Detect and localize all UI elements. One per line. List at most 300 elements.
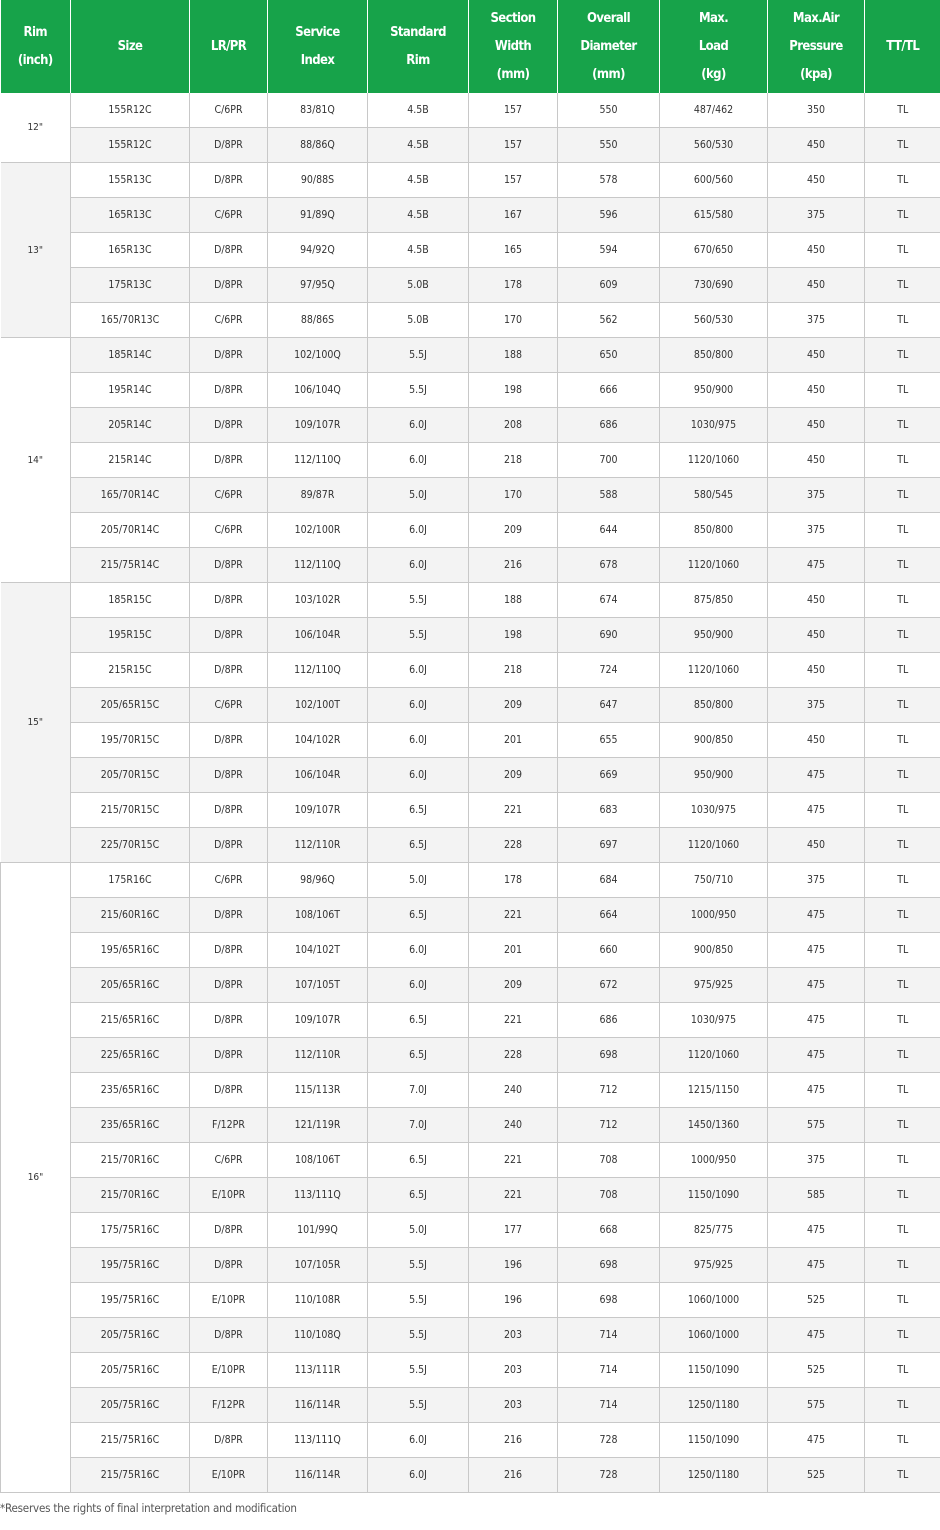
- cell-section-width: 203: [469, 1353, 558, 1388]
- cell-max-air-pressure: 475: [768, 1038, 865, 1073]
- table-row: [1, 1458, 940, 1493]
- cell-lr-pr: D/8PR: [190, 653, 268, 688]
- cell-service-index: 106/104Q: [268, 373, 368, 408]
- header-lr-pr: [190, 0, 268, 93]
- table-row: [1, 1178, 940, 1213]
- cell-lr-pr: D/8PR: [190, 758, 268, 793]
- cell-section-width: 157: [469, 128, 558, 163]
- header-standard-rim-line: Standard: [390, 24, 446, 40]
- cell-standard-rim: 5.5J: [368, 1318, 469, 1353]
- cell-lr-pr: F/12PR: [190, 1108, 268, 1143]
- cell-size: 175/75R16C: [71, 1213, 190, 1248]
- rim-cell: 12": [1, 93, 71, 163]
- cell-tt-tl: TL: [865, 898, 940, 933]
- cell-service-index: 112/110R: [268, 1038, 368, 1073]
- cell-max-load: 730/690: [660, 268, 768, 303]
- cell-overall-diameter: 588: [558, 478, 660, 513]
- header-rim-line: Rim: [23, 24, 47, 40]
- cell-overall-diameter: 724: [558, 653, 660, 688]
- cell-max-load: 1000/950: [660, 1143, 768, 1178]
- cell-tt-tl: TL: [865, 128, 940, 163]
- header-max-load-line: Load: [698, 38, 729, 54]
- cell-overall-diameter: 550: [558, 93, 660, 128]
- cell-section-width: 209: [469, 513, 558, 548]
- cell-tt-tl: TL: [865, 373, 940, 408]
- cell-standard-rim: 6.0J: [368, 443, 469, 478]
- cell-section-width: 201: [469, 933, 558, 968]
- cell-lr-pr: E/10PR: [190, 1353, 268, 1388]
- cell-overall-diameter: 664: [558, 898, 660, 933]
- cell-max-air-pressure: 375: [768, 1143, 865, 1178]
- cell-tt-tl: TL: [865, 1003, 940, 1038]
- table-row: [1, 1283, 940, 1318]
- cell-lr-pr: D/8PR: [190, 828, 268, 863]
- header-max-load-line: Max.: [698, 10, 729, 26]
- header-service-index: [268, 0, 368, 93]
- cell-section-width: 157: [469, 163, 558, 198]
- cell-size: 205R14C: [71, 408, 190, 443]
- cell-service-index: 116/114R: [268, 1388, 368, 1423]
- cell-max-load: 1120/1060: [660, 828, 768, 863]
- cell-standard-rim: 6.5J: [368, 828, 469, 863]
- cell-tt-tl: TL: [865, 1143, 940, 1178]
- cell-standard-rim: 6.0J: [368, 968, 469, 1003]
- cell-size: 235/65R16C: [71, 1073, 190, 1108]
- cell-service-index: 83/81Q: [268, 93, 368, 128]
- cell-max-load: 600/560: [660, 163, 768, 198]
- cell-section-width: 203: [469, 1318, 558, 1353]
- cell-size: 215/70R15C: [71, 793, 190, 828]
- table-row: [1, 1213, 940, 1248]
- cell-lr-pr: D/8PR: [190, 128, 268, 163]
- cell-size: 195R14C: [71, 373, 190, 408]
- cell-size: 205/75R16C: [71, 1318, 190, 1353]
- cell-service-index: 98/96Q: [268, 863, 368, 898]
- cell-max-air-pressure: 475: [768, 1003, 865, 1038]
- cell-max-load: 1250/1180: [660, 1388, 768, 1423]
- cell-standard-rim: 6.5J: [368, 1003, 469, 1038]
- cell-size: 165R13C: [71, 198, 190, 233]
- cell-size: 205/70R15C: [71, 758, 190, 793]
- cell-service-index: 109/107R: [268, 793, 368, 828]
- cell-standard-rim: 5.0J: [368, 863, 469, 898]
- cell-max-air-pressure: 450: [768, 163, 865, 198]
- cell-max-load: 1150/1090: [660, 1178, 768, 1213]
- cell-lr-pr: F/12PR: [190, 1388, 268, 1423]
- cell-service-index: 109/107R: [268, 408, 368, 443]
- cell-overall-diameter: 697: [558, 828, 660, 863]
- cell-size: 165/70R13C: [71, 303, 190, 338]
- cell-overall-diameter: 698: [558, 1038, 660, 1073]
- cell-max-air-pressure: 525: [768, 1353, 865, 1388]
- cell-size: 195/65R16C: [71, 933, 190, 968]
- cell-tt-tl: TL: [865, 513, 940, 548]
- cell-section-width: 198: [469, 373, 558, 408]
- cell-standard-rim: 6.0J: [368, 933, 469, 968]
- cell-lr-pr: C/6PR: [190, 93, 268, 128]
- cell-overall-diameter: 698: [558, 1248, 660, 1283]
- header-service-index-line: Index: [300, 52, 335, 68]
- cell-lr-pr: C/6PR: [190, 478, 268, 513]
- cell-standard-rim: 6.5J: [368, 1038, 469, 1073]
- table-row: [1, 688, 940, 723]
- cell-section-width: 218: [469, 443, 558, 478]
- cell-section-width: 216: [469, 1423, 558, 1458]
- cell-service-index: 104/102R: [268, 723, 368, 758]
- cell-lr-pr: E/10PR: [190, 1458, 268, 1493]
- cell-lr-pr: C/6PR: [190, 303, 268, 338]
- cell-lr-pr: C/6PR: [190, 198, 268, 233]
- cell-tt-tl: TL: [865, 443, 940, 478]
- cell-size: 215/75R16C: [71, 1458, 190, 1493]
- cell-section-width: 198: [469, 618, 558, 653]
- cell-max-load: 1150/1090: [660, 1423, 768, 1458]
- cell-overall-diameter: 578: [558, 163, 660, 198]
- cell-service-index: 88/86S: [268, 303, 368, 338]
- cell-tt-tl: TL: [865, 1178, 940, 1213]
- cell-section-width: 170: [469, 303, 558, 338]
- cell-overall-diameter: 669: [558, 758, 660, 793]
- header-rim: [1, 0, 71, 93]
- cell-max-air-pressure: 475: [768, 1423, 865, 1458]
- cell-size: 235/65R16C: [71, 1108, 190, 1143]
- cell-size: 155R12C: [71, 128, 190, 163]
- cell-overall-diameter: 550: [558, 128, 660, 163]
- cell-tt-tl: TL: [865, 233, 940, 268]
- cell-tt-tl: TL: [865, 968, 940, 1003]
- cell-lr-pr: D/8PR: [190, 583, 268, 618]
- header-lr-pr-line: LR/PR: [210, 38, 247, 54]
- cell-section-width: 177: [469, 1213, 558, 1248]
- cell-tt-tl: TL: [865, 93, 940, 128]
- cell-max-air-pressure: 475: [768, 793, 865, 828]
- cell-overall-diameter: 660: [558, 933, 660, 968]
- cell-section-width: 178: [469, 268, 558, 303]
- cell-size: 155R12C: [71, 93, 190, 128]
- cell-service-index: 88/86Q: [268, 128, 368, 163]
- rim-cell: 15": [1, 583, 71, 863]
- cell-lr-pr: D/8PR: [190, 268, 268, 303]
- cell-overall-diameter: 700: [558, 443, 660, 478]
- cell-service-index: 89/87R: [268, 478, 368, 513]
- cell-service-index: 101/99Q: [268, 1213, 368, 1248]
- cell-lr-pr: D/8PR: [190, 233, 268, 268]
- cell-standard-rim: 4.5B: [368, 93, 469, 128]
- cell-service-index: 94/92Q: [268, 233, 368, 268]
- header-tt-tl-line: TT/TL: [886, 38, 920, 54]
- cell-section-width: 221: [469, 1143, 558, 1178]
- cell-size: 185R15C: [71, 583, 190, 618]
- cell-max-air-pressure: 575: [768, 1388, 865, 1423]
- table-row: [1, 1143, 940, 1178]
- cell-tt-tl: TL: [865, 863, 940, 898]
- cell-overall-diameter: 672: [558, 968, 660, 1003]
- cell-service-index: 108/106T: [268, 898, 368, 933]
- cell-max-load: 487/462: [660, 93, 768, 128]
- cell-lr-pr: D/8PR: [190, 338, 268, 373]
- cell-section-width: 165: [469, 233, 558, 268]
- cell-max-air-pressure: 375: [768, 303, 865, 338]
- cell-max-air-pressure: 475: [768, 1213, 865, 1248]
- cell-size: 165/70R14C: [71, 478, 190, 513]
- cell-service-index: 121/119R: [268, 1108, 368, 1143]
- cell-size: 215R14C: [71, 443, 190, 478]
- cell-lr-pr: E/10PR: [190, 1178, 268, 1213]
- cell-service-index: 97/95Q: [268, 268, 368, 303]
- cell-tt-tl: TL: [865, 1108, 940, 1143]
- table-row: [1, 933, 940, 968]
- cell-service-index: 116/114R: [268, 1458, 368, 1493]
- cell-lr-pr: D/8PR: [190, 968, 268, 1003]
- cell-tt-tl: TL: [865, 653, 940, 688]
- table-row: [1, 1003, 940, 1038]
- cell-overall-diameter: 666: [558, 373, 660, 408]
- cell-service-index: 112/110R: [268, 828, 368, 863]
- cell-size: 175R13C: [71, 268, 190, 303]
- cell-overall-diameter: 668: [558, 1213, 660, 1248]
- cell-tt-tl: TL: [865, 1458, 940, 1493]
- table-row: [1, 1248, 940, 1283]
- cell-lr-pr: C/6PR: [190, 1143, 268, 1178]
- cell-section-width: 221: [469, 793, 558, 828]
- cell-lr-pr: D/8PR: [190, 898, 268, 933]
- cell-lr-pr: E/10PR: [190, 1283, 268, 1318]
- cell-tt-tl: TL: [865, 828, 940, 863]
- cell-standard-rim: 6.0J: [368, 408, 469, 443]
- cell-lr-pr: D/8PR: [190, 1318, 268, 1353]
- cell-max-air-pressure: 375: [768, 513, 865, 548]
- cell-max-air-pressure: 475: [768, 968, 865, 1003]
- cell-standard-rim: 6.0J: [368, 513, 469, 548]
- cell-standard-rim: 5.5J: [368, 618, 469, 653]
- cell-size: 215R15C: [71, 653, 190, 688]
- cell-tt-tl: TL: [865, 1038, 940, 1073]
- cell-service-index: 102/100R: [268, 513, 368, 548]
- cell-standard-rim: 6.0J: [368, 548, 469, 583]
- cell-max-air-pressure: 475: [768, 898, 865, 933]
- header-size-line: Size: [117, 38, 143, 54]
- table-body: [1, 93, 940, 1493]
- cell-service-index: 110/108Q: [268, 1318, 368, 1353]
- cell-max-load: 1030/975: [660, 408, 768, 443]
- cell-standard-rim: 5.5J: [368, 338, 469, 373]
- cell-max-air-pressure: 475: [768, 548, 865, 583]
- cell-section-width: 209: [469, 758, 558, 793]
- table-row: [1, 723, 940, 758]
- cell-lr-pr: D/8PR: [190, 723, 268, 758]
- cell-standard-rim: 5.0B: [368, 268, 469, 303]
- cell-standard-rim: 5.5J: [368, 1353, 469, 1388]
- cell-overall-diameter: 714: [558, 1353, 660, 1388]
- header-size: [71, 0, 190, 93]
- rim-cell: 14": [1, 338, 71, 583]
- footnote: *Reserves the rights of final interpretation and modification: [0, 1501, 297, 1515]
- cell-standard-rim: 5.5J: [368, 1248, 469, 1283]
- cell-standard-rim: 6.0J: [368, 1423, 469, 1458]
- cell-standard-rim: 4.5B: [368, 233, 469, 268]
- cell-max-air-pressure: 575: [768, 1108, 865, 1143]
- cell-max-load: 975/925: [660, 1248, 768, 1283]
- cell-standard-rim: 5.0J: [368, 1213, 469, 1248]
- cell-size: 205/65R16C: [71, 968, 190, 1003]
- cell-size: 215/70R16C: [71, 1143, 190, 1178]
- cell-standard-rim: 6.0J: [368, 688, 469, 723]
- cell-max-load: 975/925: [660, 968, 768, 1003]
- cell-max-load: 615/580: [660, 198, 768, 233]
- table-row: [1, 1073, 940, 1108]
- cell-overall-diameter: 728: [558, 1423, 660, 1458]
- header-overall-diameter-line: (mm): [592, 66, 625, 82]
- cell-section-width: 221: [469, 1178, 558, 1213]
- cell-max-load: 560/530: [660, 303, 768, 338]
- cell-tt-tl: TL: [865, 758, 940, 793]
- cell-section-width: 188: [469, 338, 558, 373]
- table-row: [1, 548, 940, 583]
- cell-max-air-pressure: 450: [768, 618, 865, 653]
- cell-overall-diameter: 714: [558, 1318, 660, 1353]
- cell-lr-pr: C/6PR: [190, 688, 268, 723]
- cell-max-air-pressure: 450: [768, 128, 865, 163]
- cell-max-air-pressure: 450: [768, 338, 865, 373]
- cell-max-load: 1120/1060: [660, 653, 768, 688]
- cell-standard-rim: 5.0B: [368, 303, 469, 338]
- cell-overall-diameter: 683: [558, 793, 660, 828]
- cell-max-load: 825/775: [660, 1213, 768, 1248]
- header-max-air-pressure-line: Max.Air: [792, 10, 840, 26]
- cell-max-load: 1120/1060: [660, 443, 768, 478]
- cell-tt-tl: TL: [865, 548, 940, 583]
- table-row: [1, 163, 940, 198]
- cell-max-load: 1030/975: [660, 1003, 768, 1038]
- cell-max-load: 560/530: [660, 128, 768, 163]
- cell-size: 215/70R16C: [71, 1178, 190, 1213]
- cell-max-load: 750/710: [660, 863, 768, 898]
- cell-lr-pr: D/8PR: [190, 1248, 268, 1283]
- table-row: [1, 1353, 940, 1388]
- table-header: [1, 0, 940, 93]
- cell-max-load: 900/850: [660, 723, 768, 758]
- cell-max-air-pressure: 375: [768, 688, 865, 723]
- cell-overall-diameter: 698: [558, 1283, 660, 1318]
- cell-tt-tl: TL: [865, 933, 940, 968]
- cell-overall-diameter: 562: [558, 303, 660, 338]
- cell-service-index: 112/110Q: [268, 443, 368, 478]
- table-row: [1, 303, 940, 338]
- cell-size: 165R13C: [71, 233, 190, 268]
- cell-service-index: 102/100T: [268, 688, 368, 723]
- cell-max-load: 875/850: [660, 583, 768, 618]
- cell-service-index: 113/111Q: [268, 1423, 368, 1458]
- table-row: [1, 1423, 940, 1458]
- cell-max-load: 900/850: [660, 933, 768, 968]
- cell-max-load: 1250/1180: [660, 1458, 768, 1493]
- table-row: [1, 198, 940, 233]
- cell-max-air-pressure: 475: [768, 1248, 865, 1283]
- cell-section-width: 201: [469, 723, 558, 758]
- table-row: [1, 758, 940, 793]
- cell-max-air-pressure: 450: [768, 408, 865, 443]
- cell-max-load: 1000/950: [660, 898, 768, 933]
- cell-service-index: 112/110Q: [268, 653, 368, 688]
- cell-standard-rim: 5.0J: [368, 478, 469, 513]
- cell-max-air-pressure: 475: [768, 1318, 865, 1353]
- cell-overall-diameter: 596: [558, 198, 660, 233]
- rim-cell: 13": [1, 163, 71, 338]
- table-row: [1, 1388, 940, 1423]
- cell-service-index: 113/111R: [268, 1353, 368, 1388]
- cell-max-load: 1120/1060: [660, 548, 768, 583]
- cell-size: 205/70R14C: [71, 513, 190, 548]
- table-row: [1, 443, 940, 478]
- cell-size: 195/75R16C: [71, 1283, 190, 1318]
- cell-max-air-pressure: 450: [768, 828, 865, 863]
- cell-tt-tl: TL: [865, 723, 940, 758]
- cell-standard-rim: 7.0J: [368, 1108, 469, 1143]
- cell-size: 155R13C: [71, 163, 190, 198]
- cell-max-air-pressure: 450: [768, 723, 865, 758]
- cell-overall-diameter: 644: [558, 513, 660, 548]
- table-row: [1, 653, 940, 688]
- cell-max-air-pressure: 450: [768, 653, 865, 688]
- cell-section-width: 203: [469, 1388, 558, 1423]
- cell-max-air-pressure: 525: [768, 1458, 865, 1493]
- cell-lr-pr: D/8PR: [190, 1003, 268, 1038]
- cell-max-air-pressure: 525: [768, 1283, 865, 1318]
- table-row: [1, 93, 940, 128]
- cell-lr-pr: D/8PR: [190, 163, 268, 198]
- cell-tt-tl: TL: [865, 1423, 940, 1458]
- cell-tt-tl: TL: [865, 1388, 940, 1423]
- cell-standard-rim: 4.5B: [368, 198, 469, 233]
- cell-max-load: 1060/1000: [660, 1318, 768, 1353]
- cell-lr-pr: D/8PR: [190, 933, 268, 968]
- cell-size: 195/75R16C: [71, 1248, 190, 1283]
- table-row: [1, 793, 940, 828]
- cell-tt-tl: TL: [865, 1213, 940, 1248]
- cell-standard-rim: 7.0J: [368, 1073, 469, 1108]
- cell-tt-tl: TL: [865, 583, 940, 618]
- cell-tt-tl: TL: [865, 1248, 940, 1283]
- cell-standard-rim: 6.0J: [368, 758, 469, 793]
- cell-tt-tl: TL: [865, 1318, 940, 1353]
- cell-max-load: 1030/975: [660, 793, 768, 828]
- table-row: [1, 898, 940, 933]
- cell-section-width: 240: [469, 1073, 558, 1108]
- cell-tt-tl: TL: [865, 408, 940, 443]
- header-max-air-pressure-line: Pressure: [789, 38, 843, 54]
- cell-service-index: 107/105T: [268, 968, 368, 1003]
- cell-max-load: 950/900: [660, 758, 768, 793]
- cell-max-air-pressure: 475: [768, 1073, 865, 1108]
- cell-max-air-pressure: 375: [768, 478, 865, 513]
- cell-standard-rim: 4.5B: [368, 163, 469, 198]
- cell-standard-rim: 6.5J: [368, 793, 469, 828]
- cell-size: 185R14C: [71, 338, 190, 373]
- cell-service-index: 108/106T: [268, 1143, 368, 1178]
- header-overall-diameter-line: Overall: [587, 10, 630, 26]
- cell-section-width: 218: [469, 653, 558, 688]
- cell-size: 215/75R16C: [71, 1423, 190, 1458]
- cell-service-index: 106/104R: [268, 618, 368, 653]
- cell-max-load: 1215/1150: [660, 1073, 768, 1108]
- header-standard-rim: [368, 0, 469, 93]
- cell-section-width: 228: [469, 828, 558, 863]
- cell-max-air-pressure: 450: [768, 583, 865, 618]
- cell-service-index: 112/110Q: [268, 548, 368, 583]
- table-row: [1, 513, 940, 548]
- cell-max-air-pressure: 375: [768, 863, 865, 898]
- cell-tt-tl: TL: [865, 198, 940, 233]
